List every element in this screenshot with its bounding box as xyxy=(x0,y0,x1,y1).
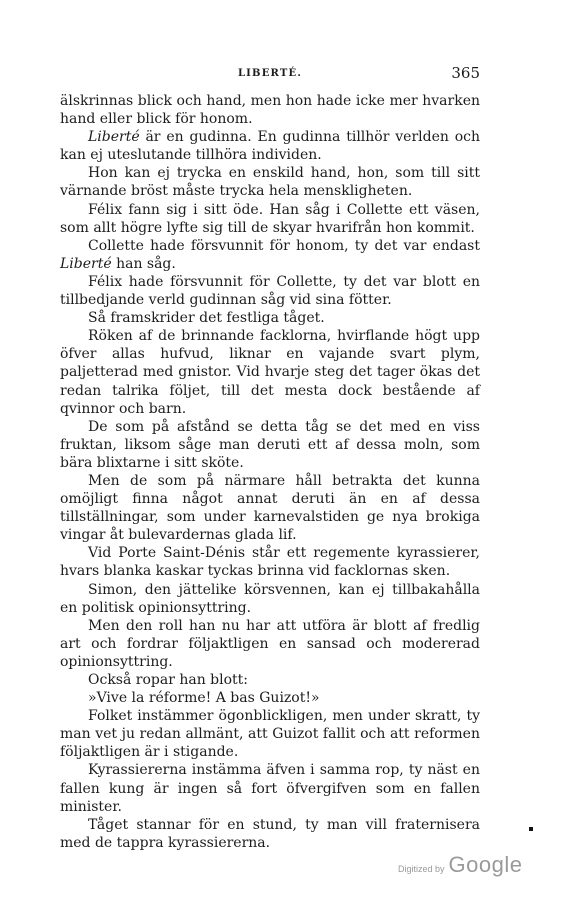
text-run: Vid Porte Saint-Dénis står ett regemente kyrassierer, hvars blanka kaskar tyckas brinna vid facklornas sken. xyxy=(60,545,480,580)
paragraph xyxy=(60,309,480,327)
paragraph xyxy=(60,164,480,200)
italic-text: Liberté xyxy=(60,255,112,272)
page-number: 365 xyxy=(451,64,480,82)
paragraph xyxy=(60,273,480,309)
text-run: Tåget stannar för en stund, ty man vill fraternisera med de tappra kyrassiererna. xyxy=(60,816,480,851)
text-run: Så framskrider det festliga tåget. xyxy=(88,310,325,327)
paragraph xyxy=(60,92,480,128)
paragraph xyxy=(60,201,480,237)
text-run: Kyrassiererna instämma äfven i samma rop, ty näst en fallen kung är ingen så fort öfvergifven som en fallen minister. xyxy=(60,762,480,815)
text-run: De som på afstånd se detta tåg se det med en viss fruktan, liksom såge man deruti ett af dessa moln, som bära blixtarne i sitt sköte. xyxy=(60,418,480,471)
google-logo: Google xyxy=(448,852,523,877)
paragraph xyxy=(60,581,480,617)
paragraph xyxy=(60,128,480,164)
paragraph xyxy=(60,761,480,815)
paragraph xyxy=(60,707,480,761)
paragraph xyxy=(60,544,480,580)
paragraph xyxy=(60,671,480,689)
paragraph xyxy=(60,237,480,273)
body-text xyxy=(60,92,480,852)
watermark-caption: Digitized by xyxy=(398,864,445,874)
paragraph xyxy=(60,418,480,472)
text-run: han såg. xyxy=(111,255,176,272)
paragraph xyxy=(60,816,480,852)
text-run: »Vive la réforme! A bas Guizot!» xyxy=(88,690,320,707)
text-run: Hon kan ej trycka en enskild hand, hon, som till sitt värnande bröst måste trycka hela menskligheten. xyxy=(60,165,480,200)
text-run: älskrinnas blick och hand, men hon hade icke mer hvarken hand eller blick för honom. xyxy=(60,93,480,128)
text-run: Men den roll han nu har att utföra är blott af fredlig art och fordrar följaktligen en sansad och modererad opinionsyttring. xyxy=(60,617,480,670)
text-run: Också ropar han blott: xyxy=(88,672,249,688)
ink-speck xyxy=(529,827,533,831)
text-run: Men de som på närmare håll betrakta det kunna omöjligt finna något annat deruti än en af dessa tillställningar, som under karnevalstiden ge nya brokiga vingar åt bulevardernas glada lif. xyxy=(60,472,480,544)
text-run: Simon, den jättelike körsvennen, kan ej tillbakahålla en politisk opinionsyttring. xyxy=(60,581,480,616)
italic-text: Liberté xyxy=(88,129,140,146)
text-run: Félix fann sig i sitt öde. Han såg i Collette ett väsen, som allt högre lyfte sig till de skyar hvarifrån hon kommit. xyxy=(60,201,480,236)
paragraph xyxy=(60,327,480,417)
text-run: Röken af de brinnande facklorna, hvirflande högt upp öfver allas hufvud, liknar en vajande svart plym, paljetterad med gnistor. Vid hvarje steg det tager ökas det redan talrika följet, till det mesta dock bestående af qvinnor och barn. xyxy=(60,328,480,417)
paragraph xyxy=(60,617,480,671)
paragraph xyxy=(60,689,480,707)
text-run: Collette hade försvunnit för honom, ty det var endast xyxy=(88,237,480,254)
text-run: Félix hade försvunnit för Collette, ty det var blott en tillbedjande verld gudinnan såg vid sina fötter. xyxy=(60,273,480,309)
paragraph xyxy=(60,472,480,544)
digitized-watermark xyxy=(398,852,522,878)
text-run: är en gudinna. En gudinna tillhör verlden och kan ej uteslutande tillhöra individen. xyxy=(60,129,480,164)
page-header xyxy=(60,64,480,84)
text-run: Folket instämmer ögonblickligen, men under skratt, ty man vet ju redan allmänt, att Guizot fallit och att reformen följaktligen är i stigande. xyxy=(60,708,480,761)
running-title: LIBERTÉ. xyxy=(237,68,303,79)
